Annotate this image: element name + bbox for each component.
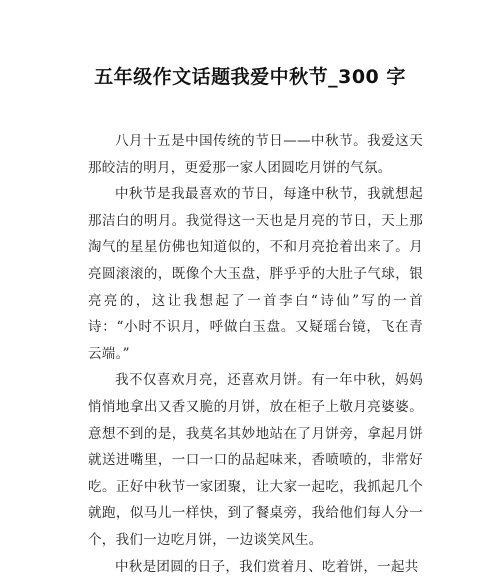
paragraph: 中秋节是我最喜欢的节日，每逢中秋节，我就想起那洁白的明月。我觉得这一天也是月亮的节日，天上那淘气的星星仿佛也知道似的，不和月亮抢着出来了。月亮圆滚滚的，既像个大玉盘，胖乎乎的大肚子气球，银亮亮的，这让我想起了一首李白“诗仙”写的一首诗：“小时不识月，呼做白玉盘。又疑瑶台镜，飞在青云端。”: [88, 181, 423, 367]
document-title: 五年级作文话题我爱中秋节_300 字: [0, 62, 500, 89]
paragraph: 八月十五是中国传统的节日——中秋节。我爱这天那皎洁的明月，更爱那一家人团圆吃月饼的气氛。: [88, 128, 423, 181]
document-body: [88, 128, 423, 580]
paragraph: 中秋是团圆的日子，我们赏着月、吃着饼，一起共: [88, 554, 423, 580]
paragraph: 我不仅喜欢月亮，还喜欢月饼。有一年中秋，妈妈悄悄地拿出又香又脆的月饼，放在柜子上敬月亮婆婆。意想不到的是，我莫名其妙地站在了月饼旁，拿起月饼就送进嘴里，一口一口的品起味来，香喷喷的，非常好吃。正好中秋节一家团聚，让大家一起吃，我抓起几个就跑，似马儿一样快，到了餐桌旁，我给他们每人分一个，我们一边吃月饼，一边谈笑风生。: [88, 367, 423, 553]
